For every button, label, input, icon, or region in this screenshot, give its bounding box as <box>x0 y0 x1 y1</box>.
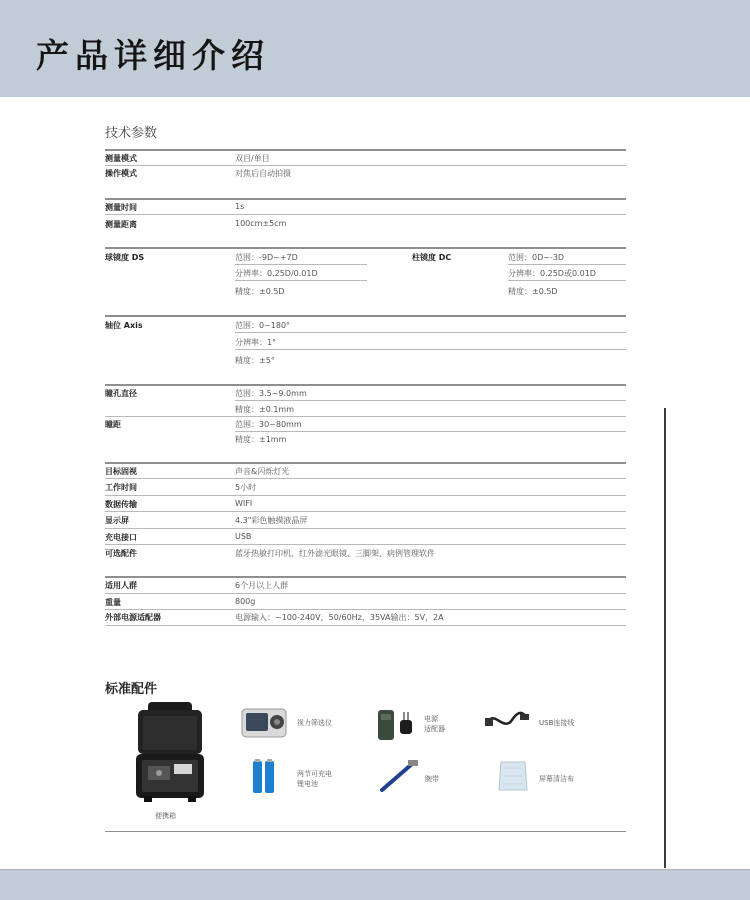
spec-label: 测量时间 <box>105 203 137 212</box>
spec-label: 适用人群 <box>105 581 137 590</box>
usb-cable-icon <box>484 708 530 734</box>
divider <box>105 198 626 200</box>
divider <box>235 280 367 281</box>
divider <box>105 593 626 594</box>
cylinder-accuracy: 精度：±0.5D <box>508 287 558 296</box>
divider <box>508 264 626 265</box>
spec-value: WIFI <box>235 499 253 508</box>
divider <box>235 332 626 333</box>
spec-value: 声音&闪烁灯光 <box>235 467 290 476</box>
axis-resolution: 分辨率：1° <box>235 338 277 347</box>
spec-value: USB <box>235 532 252 541</box>
divider <box>105 576 626 578</box>
divider <box>105 165 626 166</box>
divider <box>105 528 626 529</box>
spec-label: 外部电源适配器 <box>105 613 161 622</box>
spec-label: 工作时间 <box>105 483 137 492</box>
spec-value: 4.3"彩色触摸液晶屏 <box>235 516 308 525</box>
divider <box>105 831 626 832</box>
cylinder-range: 范围：0D~-3D <box>508 253 565 262</box>
screener-device-icon <box>240 705 288 741</box>
spec-label-sphere: 球镜度 DS <box>105 253 145 262</box>
sphere-accuracy: 精度：±0.5D <box>235 287 285 296</box>
battery-icon <box>250 758 278 796</box>
pd-range: 范围：30~80mm <box>235 420 302 429</box>
divider <box>105 495 626 496</box>
spec-label: 显示屏 <box>105 516 129 525</box>
spec-label: 测量模式 <box>105 154 137 163</box>
divider <box>105 625 626 626</box>
spec-value: 5小时 <box>235 483 257 492</box>
accessory-label-adapter: 电源 适配器 <box>424 715 445 733</box>
spec-label-pupil: 瞳孔直径 <box>105 389 137 398</box>
divider <box>105 214 626 215</box>
spec-label: 充电接口 <box>105 533 137 542</box>
wrist-strap-icon <box>378 758 422 794</box>
pupil-range: 范围：3.5~9.0mm <box>235 389 307 398</box>
spec-value: 100cm±5cm <box>235 219 287 228</box>
divider <box>235 431 626 432</box>
cleaning-cloth-icon <box>495 758 531 794</box>
section-title-specs: 技术参数 <box>105 126 158 141</box>
divider <box>508 280 626 281</box>
divider <box>105 544 626 545</box>
accessory-label-device: 视力筛选仪 <box>297 719 332 727</box>
divider <box>105 416 626 417</box>
spec-value: 800g <box>235 597 256 606</box>
accessory-label-cloth: 屏幕清洁布 <box>539 775 574 783</box>
section-title-accessories: 标准配件 <box>105 682 158 697</box>
sphere-resolution: 分辨率：0.25D/0.01D <box>235 269 318 278</box>
spec-label: 目标固视 <box>105 467 137 476</box>
spec-label: 操作模式 <box>105 169 137 178</box>
accessory-label-battery: 两节可充电 锂电池 <box>297 770 332 788</box>
accessory-label-case: 便携箱 <box>155 812 176 820</box>
axis-range: 范围：0~180° <box>235 321 291 330</box>
spec-label: 测量距离 <box>105 220 137 229</box>
divider <box>105 315 626 317</box>
divider <box>235 264 367 265</box>
pd-accuracy: 精度：±1mm <box>235 435 287 444</box>
divider <box>235 349 626 350</box>
scroll-track[interactable] <box>664 408 666 868</box>
spec-label: 重量 <box>105 598 121 607</box>
footer-band <box>0 869 750 900</box>
spec-label: 可选配件 <box>105 549 137 558</box>
divider <box>105 511 626 512</box>
accessory-label-strap: 腕带 <box>425 775 439 783</box>
spec-label-cylinder: 柱镜度 DC <box>412 253 452 262</box>
divider <box>105 149 626 151</box>
spec-value: 6个月以上人群 <box>235 581 289 590</box>
pupil-accuracy: 精度：±0.1mm <box>235 405 295 414</box>
divider <box>105 462 626 464</box>
power-adapter-icon <box>376 706 416 742</box>
spec-label-pd: 瞳距 <box>105 420 121 429</box>
sphere-range: 范围：-9D~+7D <box>235 253 298 262</box>
divider <box>105 478 626 479</box>
accessory-label-usb: USB连接线 <box>539 719 575 727</box>
spec-value: 蓝牙热敏打印机、红外滤光眼镜、三脚架、病例管理软件 <box>235 549 435 558</box>
spec-value: 对焦后自动拍摄 <box>235 169 291 178</box>
spec-value: 1s <box>235 202 245 211</box>
divider <box>105 384 626 386</box>
divider <box>105 247 626 249</box>
spec-label: 数据传输 <box>105 500 137 509</box>
carrying-case-icon <box>134 700 206 804</box>
spec-label-axis: 轴位 Axis <box>105 321 143 330</box>
page-title: 产品详细介绍 <box>36 36 270 75</box>
divider <box>235 400 626 401</box>
axis-accuracy: 精度：±5° <box>235 356 275 365</box>
spec-value: 双目/单目 <box>235 154 270 163</box>
cylinder-resolution: 分辨率：0.25D或0.01D <box>508 269 596 278</box>
spec-value: 电源输入：~100-240V，50/60Hz，35VA输出：5V，2A <box>235 613 444 622</box>
divider <box>105 609 626 610</box>
